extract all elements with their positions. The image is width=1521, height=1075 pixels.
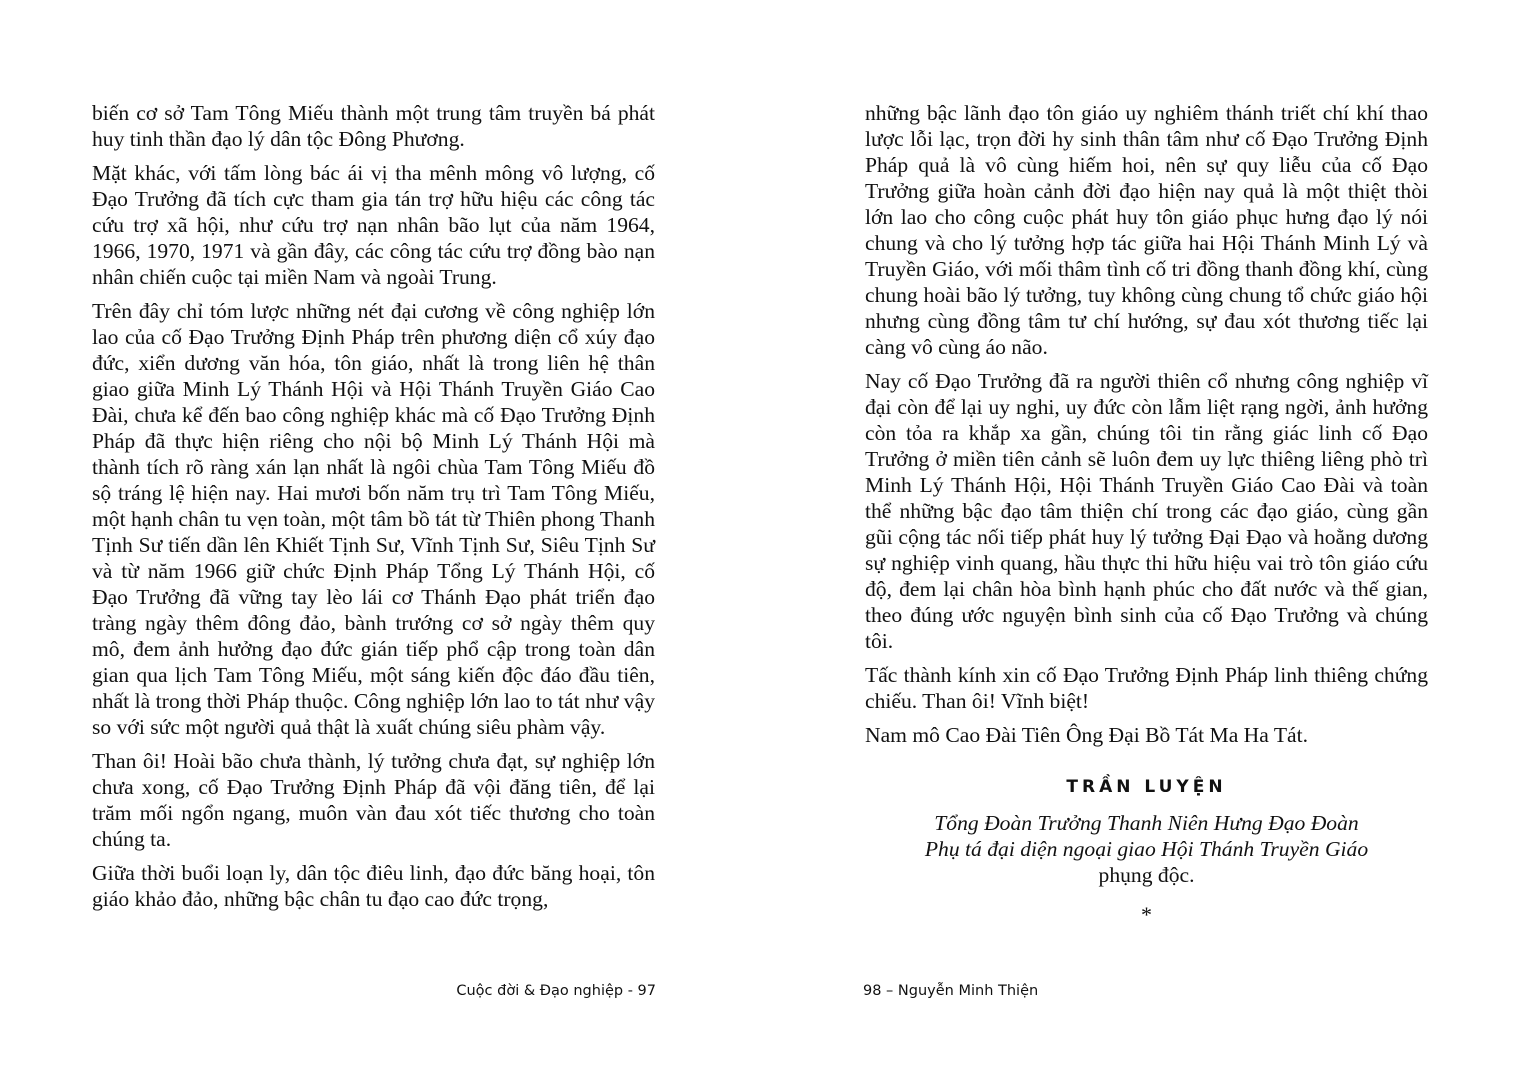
paragraph: Tấc thành kính xin cố Đạo Trưởng Định Pháp linh thiêng chứng chiếu. Than ôi! Vĩnh biệt! — [865, 663, 1428, 713]
paragraph: Mặt khác, với tấm lòng bác ái vị tha mênh mông vô lượng, cố Đạo Trưởng đã tích cực tham gia tán trợ hữu hiệu các công tác cứu trợ xã hội, như cứu trợ nạn nhân bão lụt của năm 1964, 1966, 1970, 1971 và gần đây, các công tác cứu trợ đồng bào nạn nhân chiến cuộc tại miền Nam và ngoài Trung. — [92, 161, 655, 289]
signature-title-line: Tổng Đoàn Trưởng Thanh Niên Hưng Đạo Đoàn — [934, 811, 1359, 835]
signature-title-line: Phụ tá đại diện ngoại giao Hội Thánh Truyền Giáo — [924, 837, 1369, 861]
right-page-footer: 98 – Nguyễn Minh Thiện — [863, 983, 1039, 999]
right-page — [760, 0, 1521, 1075]
signature-block — [865, 774, 1428, 888]
signature-name: TRẦN LUYỆN — [1066, 777, 1227, 797]
section-separator: * — [1141, 902, 1152, 927]
paragraph: Giữa thời buổi loạn ly, dân tộc điêu linh, đạo đức băng hoại, tôn giáo khảo đảo, những bậc chân tu đạo cao đức trọng, — [92, 861, 655, 911]
paragraph: Nay cố Đạo Trưởng đã ra người thiên cổ nhưng công nghiệp vĩ đại còn để lại uy nghi, uy đức còn lẫm liệt rạng ngời, ảnh hưởng còn tỏa ra khắp xa gần, chúng tôi tin rằng giác linh cố Đạo Trưởng ở miền tiên cảnh sẽ luôn đem uy lực thiêng liêng phò trì Minh Lý Thánh Hội, Hội Thánh Truyền Giáo Cao Đài và toàn thể những bậc đạo tâm thiện chí trong các đạo giáo, cùng gần gũi cộng tác nối tiếp phát huy lý tưởng Đại Đạo và hoằng dương sự nghiệp vinh quang, hầu thực thi hữu hiệu vai trò tôn giáo cứu độ, đem lại chân hòa bình hạnh phúc cho đất nước và thế gian, theo đúng ước nguyện bình sinh của cố Đạo Trưởng và chúng tôi. — [865, 369, 1428, 653]
right-page-text-column — [865, 100, 1428, 928]
left-page-footer: Cuộc đời & Đạo nghiệp - 97 — [456, 983, 656, 999]
paragraph: Trên đây chỉ tóm lược những nét đại cương về công nghiệp lớn lao của cố Đạo Trưởng Định Pháp trên phương diện cổ xúy đạo đức, xiển dương văn hóa, tôn giáo, nhất là trong liên hệ thân giao giữa Minh Lý Thánh Hội và Hội Thánh Truyền Giáo Cao Đài, chưa kể đến bao công nghiệp khác mà cố Đạo Trưởng Định Pháp đã thực hiện riêng cho nội bộ Minh Lý Thánh Hội mà thành tích rõ ràng xán lạn nhất là ngôi chùa Tam Tông Miếu đồ sộ tráng lệ hiện nay. Hai mươi bốn năm trụ trì Tam Tông Miếu, một hạnh chân tu vẹn toàn, một tâm bồ tát từ Thiên phong Thanh Tịnh Sư tiến dần lên Khiết Tịnh Sư, Vĩnh Tịnh Sư, Siêu Tịnh Sư và từ năm 1966 giữ chức Định Pháp Tổng Lý Thánh Hội, cố Đạo Trưởng đã vững tay lèo lái cơ Thánh Đạo phát triển đạo tràng ngày thêm đông đảo, bành trướng cơ sở ngày thêm quy mô, đem ảnh hưởng đạo đức gián tiếp phổ cập trong toàn dân gian qua lịch Tam Tông Miếu, một sáng kiến độc đáo đầu tiên, nhất là trong thời Pháp thuộc. Công nghiệp lớn lao to tát như vậy so với sức một người quả thật là xuất chúng siêu phàm vậy. — [92, 299, 655, 739]
signature-closing: phụng độc. — [1098, 863, 1195, 887]
paragraph: Nam mô Cao Đài Tiên Ông Đại Bồ Tát Ma Ha Tát. — [865, 723, 1309, 747]
left-page — [0, 0, 760, 1075]
paragraph: Than ôi! Hoài bão chưa thành, lý tưởng chưa đạt, sự nghiệp lớn chưa xong, cố Đạo Trưởng Định Pháp đã vội đăng tiên, để lại trăm mối ngổn ngang, muôn vàn đau xót tiếc thương cho toàn chúng ta. — [92, 749, 655, 851]
paragraph: biến cơ sở Tam Tông Miếu thành một trung tâm truyền bá phát huy tinh thần đạo lý dân tộc Đông Phương. — [92, 101, 655, 151]
left-page-text-column — [92, 100, 655, 920]
paragraph: những bậc lãnh đạo tôn giáo uy nghiêm thánh triết chí khí thao lược lỗi lạc, trọn đời hy sinh thân tâm như cố Đạo Trưởng Định Pháp quả là vô cùng hiếm hoi, nên sự quy liễu của cố Đạo Trưởng giữa hoàn cảnh đời đạo hiện nay quả là một thiệt thòi lớn lao cho công cuộc phát huy tôn giáo phục hưng đạo lý nói chung và cho lý tưởng hợp tác giữa hai Hội Thánh Minh Lý và Truyền Giáo, với mối thâm tình cố tri đồng thanh đồng khí, cùng chung hoài bão lý tưởng, tuy không cùng chung tổ chức giáo hội nhưng cùng đồng tâm tư chí hướng, sự đau xót thương tiếc lại càng vô cùng áo não. — [865, 101, 1428, 359]
